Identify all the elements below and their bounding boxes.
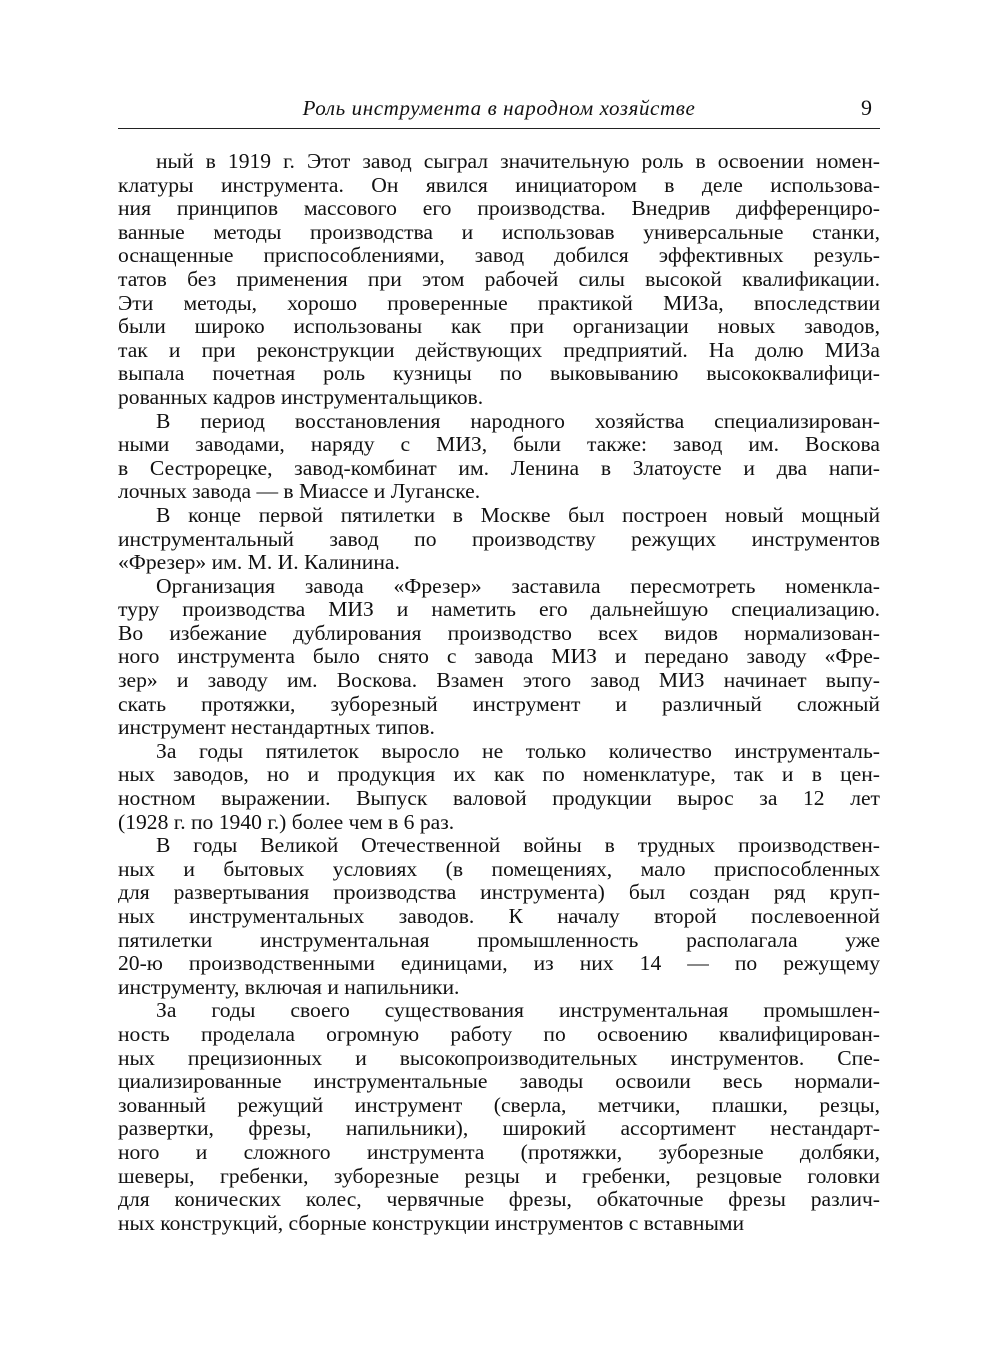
paragraph (118, 504, 880, 575)
text-line: ния принципов массового его производства. Внедрив дифференциро- (118, 196, 880, 221)
paragraph (118, 740, 880, 834)
text-line: ных заводов, но и продукция их как по номенклатуре, так и в цен- (118, 762, 880, 787)
text-line: В конце первой пятилетки в Москве был построен новый мощный (156, 502, 880, 527)
paragraph (118, 150, 880, 410)
text-line: Организация завода «Фрезер» заставила пересмотреть номенкла- (156, 573, 880, 598)
text-line: ного инструмента было снято с завода МИЗ и передано заводу «Фре- (118, 644, 880, 669)
text-line: ных инструментальных заводов. К началу второй послевоенной (118, 904, 880, 928)
text-line: туру производства МИЗ и наметить его дальнейшую специализацию. (118, 597, 880, 622)
text-line: татов без применения при этом рабочей силы высокой квалификации. (118, 266, 880, 291)
page-number: 9 (861, 95, 872, 120)
text-line: клатуры инструмента. Он явился инициатором в деле использова- (118, 172, 880, 197)
text-line: развертки, фрезы, напильники), широкий ассортимент нестандарт- (118, 1116, 880, 1141)
paragraph (118, 999, 880, 1235)
text-line: инструментальный завод по производству режущих инструментов (118, 526, 880, 551)
running-header (118, 92, 880, 129)
text-line: шеверы, гребенки, зуборезные резцы и гребенки, резцовые головки (118, 1163, 880, 1188)
text-line: циализированные инструментальные заводы освоили весь нормали- (118, 1069, 880, 1094)
text-line: ными заводами, наряду с МИЗ, были также: завод им. Воскова (118, 432, 880, 457)
text-line: зованный режущий инструмент (сверла, метчики, плашки, резцы, (118, 1092, 880, 1117)
text-line: скать протяжки, зуборезный инструмент и различный сложный (118, 691, 880, 716)
text-line: рованных кадров инструментальщиков. (118, 384, 484, 409)
text-line: пятилетки инструментальная промышленность располагала уже (118, 927, 880, 952)
text-line: оснащенные приспособлениями, завод добился эффективных резуль- (118, 243, 880, 268)
text-line: ванные методы производства и использовав универсальные станки, (118, 219, 880, 244)
text-line: для конических колес, червячные фрезы, обкаточные фрезы различ- (118, 1187, 880, 1212)
text-line: (1928 г. по 1940 г.) более чем в 6 раз. (118, 809, 455, 834)
text-line: в Сестрорецке, завод-комбинат им. Ленина в Златоусте и два напи- (118, 455, 880, 480)
text-line: За годы пятилеток выросло не только количество инструменталь- (156, 738, 880, 763)
text-line: За годы своего существования инструментальная промышлен- (156, 998, 880, 1023)
text-line: 20-ю производственными единицами, из них 14 — по режущему (118, 951, 880, 976)
text-line: так и при реконструкции действующих предприятий. На долю МИЗа (118, 337, 880, 362)
text-line: ных прецизионных и высокопроизводительных инструментов. Спе- (118, 1045, 880, 1070)
text-line: В годы Великой Отечественной войны в трудных производствен- (156, 833, 880, 858)
body-text (118, 150, 880, 1235)
text-line: инструменту, включая и напильники. (118, 974, 460, 999)
text-line: для развертывания производства инструмента) был создан ряд круп- (118, 880, 880, 905)
text-line: В период восстановления народного хозяйства специализирован- (156, 408, 880, 433)
paragraph (118, 834, 880, 999)
text-line: зер» и заводу им. Воскова. Взамен этого завод МИЗ начинает выпу- (118, 668, 880, 693)
text-line: ного и сложного инструмента (протяжки, зуборезные долбяки, (118, 1139, 880, 1164)
text-line: выпала почетная роль кузницы по выковыванию высококвалифици- (118, 361, 880, 386)
text-line: ностном выражении. Выпуск валовой продукции вырос за 12 лет (118, 786, 880, 811)
running-title: Роль инструмента в народном хозяйстве (302, 96, 696, 120)
paragraph (118, 575, 880, 740)
text-line: ных и бытовых условиях (в помещениях, мало приспособленных (118, 856, 880, 881)
text-line: инструмент нестандартных типов. (118, 715, 435, 740)
text-line: ность проделала огромную работу по освоению квалифицирован- (118, 1021, 880, 1046)
text-line: лочных завода — в Миассе и Луганске. (118, 479, 481, 504)
text-line: ных конструкций, сборные конструкции инструментов с вставными (118, 1210, 745, 1235)
text-line: «Фрезер» им. М. И. Калинина. (118, 550, 400, 575)
text-line: были широко использованы как при организации новых заводов, (118, 314, 880, 339)
text-line: Во избежание дублирования производство всех видов нормализован- (118, 620, 880, 645)
text-line: Эти методы, хорошо проверенные практикой МИЗа, впоследствии (118, 290, 880, 315)
paragraph (118, 410, 880, 504)
text-line: ный в 1919 г. Этот завод сыграл значительную роль в освоении номен- (156, 149, 880, 173)
